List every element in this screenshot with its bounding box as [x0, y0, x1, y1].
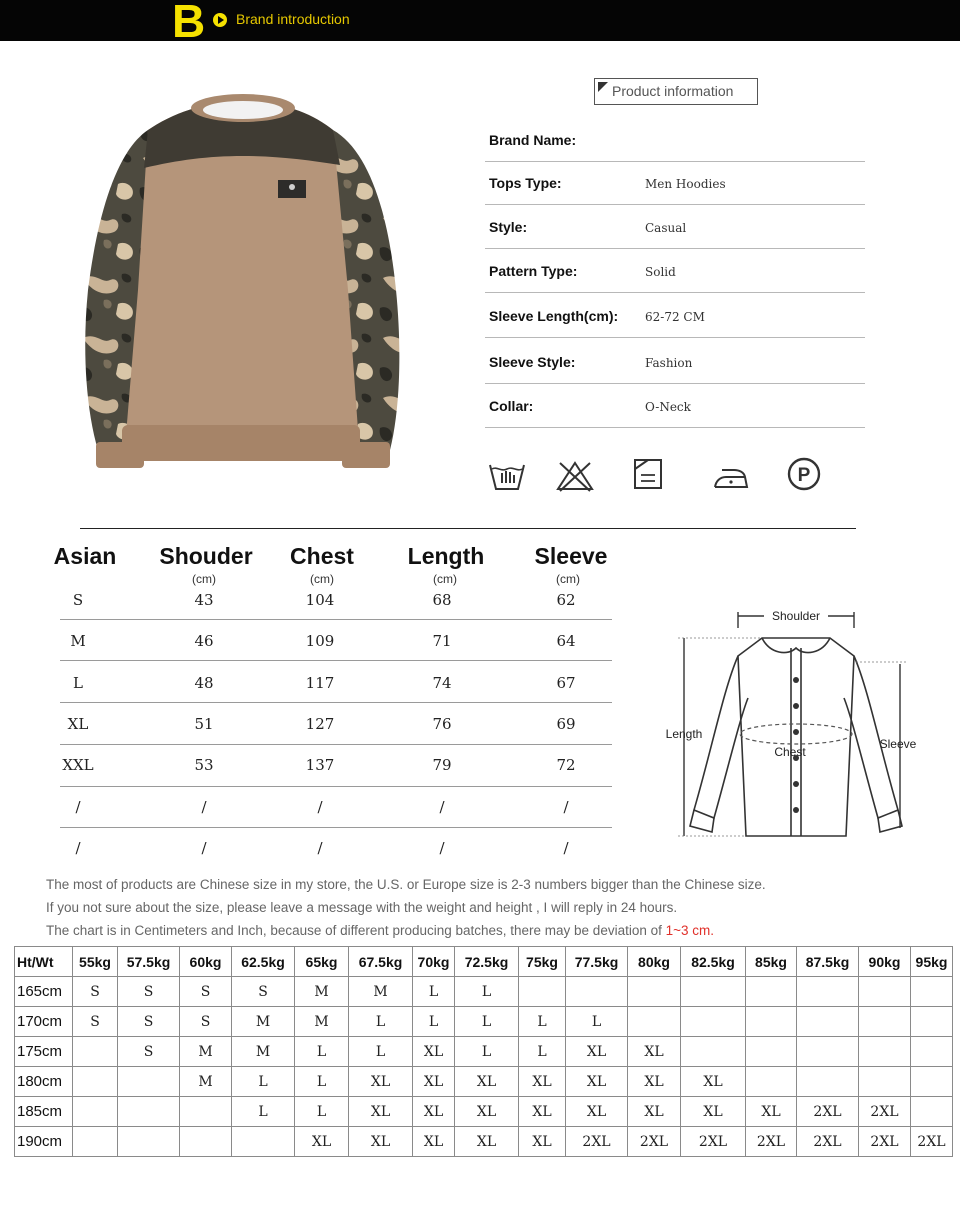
size-recommendation-cell: [746, 977, 797, 1007]
size-recommendation-cell: S: [73, 977, 118, 1007]
size-recommendation-cell: 2XL: [797, 1127, 859, 1157]
size-recommendation-cell: [797, 1037, 859, 1067]
row-divider: [60, 702, 612, 703]
size-recommendation-cell: M: [180, 1067, 232, 1097]
size-recommendation-cell: [180, 1097, 232, 1127]
size-recommendation-cell: M: [349, 977, 413, 1007]
diagram-label-shoulder: Shoulder: [771, 609, 821, 623]
info-value: O-Neck: [645, 400, 691, 414]
care-p-letter: P: [797, 465, 811, 486]
note-line-1: The most of products are Chinese size in my store, the U.S. or Europe size is 2-3 numbers bigger than the Chinese size.: [46, 877, 766, 892]
weight-header: 90kg: [859, 947, 911, 977]
size-cell: /: [75, 798, 81, 816]
weight-header: 65kg: [295, 947, 349, 977]
unit-chest: (cm): [310, 572, 334, 586]
size-recommendation-cell: S: [118, 977, 180, 1007]
weight-header: 72.5kg: [455, 947, 519, 977]
size-recommendation-cell: [911, 1067, 953, 1097]
size-recommendation-cell: L: [295, 1067, 349, 1097]
size-cell: M: [70, 632, 86, 650]
weight-header: 95kg: [911, 947, 953, 977]
measurement-diagram: [660, 598, 920, 848]
unit-shoulder: (cm): [192, 572, 216, 586]
size-recommendation-cell: [180, 1127, 232, 1157]
size-recommendation-cell: L: [413, 977, 455, 1007]
size-recommendation-cell: L: [349, 1007, 413, 1037]
info-label: Sleeve Style:: [489, 354, 576, 370]
size-recommendation-cell: L: [455, 1037, 519, 1067]
section-divider: [80, 528, 856, 529]
product-information-title: [594, 78, 758, 105]
size-recommendation-cell: XL: [519, 1127, 566, 1157]
size-recommendation-cell: [911, 1037, 953, 1067]
size-cell: 104: [305, 591, 335, 609]
size-recommendation-cell: [73, 1037, 118, 1067]
size-recommendation-cell: [859, 977, 911, 1007]
info-label: Pattern Type:: [489, 263, 578, 279]
size-cell: /: [439, 798, 445, 816]
size-recommendation-cell: [519, 977, 566, 1007]
size-recommendation-cell: L: [295, 1097, 349, 1127]
size-recommendation-cell: L: [413, 1007, 455, 1037]
height-label: 190cm: [15, 1127, 73, 1157]
size-recommendation-cell: [118, 1097, 180, 1127]
brand-banner: [0, 0, 960, 47]
size-cell: L: [73, 674, 83, 692]
size-recommendation-cell: 2XL: [911, 1127, 953, 1157]
chart-row: [15, 1007, 953, 1037]
diagram-label-chest: Chest: [774, 745, 806, 759]
size-cell: /: [201, 798, 207, 816]
size-recommendation-cell: [746, 1067, 797, 1097]
size-cell: /: [439, 839, 445, 857]
size-recommendation-cell: [746, 1007, 797, 1037]
size-cell: 127: [305, 715, 335, 733]
unit-length: (cm): [433, 572, 457, 586]
size-recommendation-cell: 2XL: [566, 1127, 628, 1157]
size-recommendation-cell: [118, 1127, 180, 1157]
size-cell: S: [72, 591, 84, 609]
info-row-pattern-type: [485, 249, 865, 293]
weight-header: 87.5kg: [797, 947, 859, 977]
height-label: 180cm: [15, 1067, 73, 1097]
header-shoulder: Shouder: [159, 543, 253, 569]
weight-header: 70kg: [413, 947, 455, 977]
size-cell: 137: [305, 756, 335, 774]
info-row-collar: [485, 384, 865, 428]
height-label: 165cm: [15, 977, 73, 1007]
product-image: [78, 90, 408, 475]
info-row-brand-name: [485, 118, 865, 162]
size-cell: 79: [432, 756, 452, 774]
size-cell: 43: [194, 591, 214, 609]
size-recommendation-cell: [859, 1067, 911, 1097]
height-label: 185cm: [15, 1097, 73, 1127]
size-cell: 64: [556, 632, 576, 650]
size-recommendation-cell: 2XL: [797, 1097, 859, 1127]
size-cell: 48: [194, 674, 214, 692]
note-line-3-text: The chart is in Centimeters and Inch, because of different producing batches, there may be deviation of: [46, 923, 666, 938]
size-recommendation-cell: L: [455, 977, 519, 1007]
product-information-label: Product information: [612, 83, 734, 99]
height-weight-chart: [14, 946, 953, 1157]
info-value: Solid: [645, 265, 676, 279]
size-recommendation-cell: L: [232, 1067, 295, 1097]
size-recommendation-cell: M: [232, 1037, 295, 1067]
corner-icon: [598, 82, 608, 92]
size-recommendation-cell: L: [232, 1097, 295, 1127]
size-recommendation-cell: [681, 1037, 746, 1067]
size-recommendation-cell: M: [180, 1037, 232, 1067]
weight-header: 60kg: [180, 947, 232, 977]
size-recommendation-cell: XL: [349, 1127, 413, 1157]
size-cell: 72: [556, 756, 576, 774]
size-cell: 117: [305, 674, 335, 692]
size-recommendation-cell: L: [566, 1007, 628, 1037]
size-recommendation-cell: L: [519, 1007, 566, 1037]
size-recommendation-cell: [73, 1127, 118, 1157]
tumble-dry-icon: [630, 457, 668, 493]
size-recommendation-cell: XL: [566, 1067, 628, 1097]
row-divider: [60, 660, 612, 661]
size-cell: /: [201, 839, 207, 857]
info-row-sleeve-length: [485, 294, 865, 338]
diagram-label-length: Length: [665, 727, 703, 741]
banner-letter: B: [172, 0, 206, 47]
size-recommendation-cell: S: [180, 977, 232, 1007]
banner-title: Brand introduction: [236, 11, 350, 27]
size-recommendation-cell: S: [232, 977, 295, 1007]
chart-row: [15, 1127, 953, 1157]
height-label: 170cm: [15, 1007, 73, 1037]
info-row-style: [485, 205, 865, 249]
info-row-tops-type: [485, 161, 865, 205]
unit-sleeve: (cm): [556, 572, 580, 586]
size-recommendation-cell: [797, 977, 859, 1007]
height-label: 175cm: [15, 1037, 73, 1067]
header-sleeve: Sleeve: [534, 543, 608, 569]
info-label: Collar:: [489, 398, 534, 414]
row-divider: [60, 744, 612, 745]
size-recommendation-cell: XL: [681, 1067, 746, 1097]
size-recommendation-cell: [232, 1127, 295, 1157]
header-length: Length: [407, 543, 485, 569]
info-value: Men Hoodies: [645, 177, 726, 191]
size-recommendation-cell: 2XL: [859, 1127, 911, 1157]
size-recommendation-cell: XL: [349, 1067, 413, 1097]
size-cell: 71: [432, 632, 452, 650]
size-cell: 46: [194, 632, 214, 650]
size-recommendation-cell: S: [118, 1037, 180, 1067]
info-row-sleeve-style: [485, 340, 865, 384]
size-cell: 76: [432, 715, 452, 733]
chart-row: [15, 1097, 953, 1127]
weight-header: 55kg: [73, 947, 118, 977]
size-cell: 51: [194, 715, 214, 733]
size-recommendation-cell: XL: [628, 1097, 681, 1127]
size-recommendation-cell: [73, 1097, 118, 1127]
size-cell: 68: [432, 591, 452, 609]
note-deviation-highlight: 1~3 cm.: [665, 923, 715, 938]
size-recommendation-cell: XL: [681, 1097, 746, 1127]
size-recommendation-cell: [628, 1007, 681, 1037]
size-cell: 74: [432, 674, 452, 692]
size-recommendation-cell: [797, 1007, 859, 1037]
size-recommendation-cell: XL: [519, 1067, 566, 1097]
info-value: Casual: [645, 221, 687, 235]
note-line-3: [46, 923, 714, 938]
size-recommendation-cell: XL: [413, 1067, 455, 1097]
chart-row: [15, 977, 953, 1007]
info-value: 62-72 CM: [645, 310, 705, 324]
size-cell: /: [563, 839, 569, 857]
size-recommendation-cell: XL: [455, 1097, 519, 1127]
size-cell: /: [75, 839, 81, 857]
size-recommendation-cell: M: [295, 1007, 349, 1037]
chart-row: [15, 1037, 953, 1067]
size-cell: XXL: [62, 756, 94, 774]
info-label: Tops Type:: [489, 175, 562, 191]
chart-header-row: [15, 947, 953, 977]
size-recommendation-cell: [566, 977, 628, 1007]
size-recommendation-cell: 2XL: [681, 1127, 746, 1157]
size-cell: /: [317, 798, 323, 816]
size-cell: /: [563, 798, 569, 816]
weight-header: 62.5kg: [232, 947, 295, 977]
size-recommendation-cell: [681, 1007, 746, 1037]
weight-header: 85kg: [746, 947, 797, 977]
size-recommendation-cell: XL: [295, 1127, 349, 1157]
size-cell: 53: [194, 756, 214, 774]
do-not-bleach-icon: [556, 457, 594, 493]
size-recommendation-cell: S: [73, 1007, 118, 1037]
weight-header: 82.5kg: [681, 947, 746, 977]
size-recommendation-cell: XL: [566, 1037, 628, 1067]
info-label: Sleeve Length(cm):: [489, 308, 619, 324]
size-recommendation-cell: [859, 1007, 911, 1037]
size-recommendation-cell: XL: [455, 1127, 519, 1157]
size-cell: 67: [556, 674, 576, 692]
size-recommendation-cell: XL: [519, 1097, 566, 1127]
size-recommendation-cell: XL: [455, 1067, 519, 1097]
weight-header: 75kg: [519, 947, 566, 977]
play-icon: [213, 13, 227, 27]
size-recommendation-cell: L: [519, 1037, 566, 1067]
dry-clean-p-icon: [786, 457, 824, 493]
size-cell: /: [317, 839, 323, 857]
note-line-2: If you not sure about the size, please leave a message with the weight and height , I will reply in 24 hours.: [46, 900, 678, 915]
size-recommendation-cell: S: [180, 1007, 232, 1037]
size-recommendation-cell: [797, 1067, 859, 1097]
size-recommendation-cell: L: [455, 1007, 519, 1037]
size-recommendation-cell: [911, 1007, 953, 1037]
size-recommendation-cell: [628, 977, 681, 1007]
size-recommendation-cell: M: [232, 1007, 295, 1037]
info-label: Style:: [489, 219, 528, 235]
size-recommendation-cell: 2XL: [859, 1097, 911, 1127]
hand-wash-icon: [488, 457, 526, 493]
chart-corner-label: Ht/Wt: [15, 947, 73, 977]
chart-row: [15, 1067, 953, 1097]
weight-header: 80kg: [628, 947, 681, 977]
size-recommendation-cell: XL: [349, 1097, 413, 1127]
info-value: Fashion: [645, 356, 693, 370]
row-divider: [60, 619, 612, 620]
size-recommendation-cell: XL: [628, 1067, 681, 1097]
size-recommendation-cell: XL: [413, 1037, 455, 1067]
header-chest: Chest: [290, 543, 354, 569]
size-cell: 109: [305, 632, 335, 650]
diagram-label-sleeve: Sleeve: [879, 737, 917, 751]
iron-icon: [712, 457, 750, 493]
size-recommendation-cell: XL: [746, 1097, 797, 1127]
size-recommendation-cell: L: [295, 1037, 349, 1067]
size-recommendation-cell: 2XL: [746, 1127, 797, 1157]
size-cell: 69: [556, 715, 576, 733]
size-recommendation-cell: XL: [413, 1127, 455, 1157]
size-recommendation-cell: [746, 1037, 797, 1067]
size-recommendation-cell: XL: [628, 1037, 681, 1067]
size-cell: 62: [556, 591, 576, 609]
size-recommendation-cell: [73, 1067, 118, 1097]
size-recommendation-cell: L: [349, 1037, 413, 1067]
weight-header: 67.5kg: [349, 947, 413, 977]
size-recommendation-cell: M: [295, 977, 349, 1007]
info-label: Brand Name:: [489, 132, 577, 148]
row-divider: [60, 827, 612, 828]
header-asian: Asian: [53, 543, 117, 569]
weight-header: 77.5kg: [566, 947, 628, 977]
size-recommendation-cell: [859, 1037, 911, 1067]
size-recommendation-cell: [681, 977, 746, 1007]
size-recommendation-cell: [911, 977, 953, 1007]
size-recommendation-cell: [118, 1067, 180, 1097]
size-recommendation-cell: [911, 1097, 953, 1127]
weight-header: 57.5kg: [118, 947, 180, 977]
size-recommendation-cell: S: [118, 1007, 180, 1037]
size-recommendation-cell: 2XL: [628, 1127, 681, 1157]
size-cell: XL: [67, 715, 89, 733]
size-recommendation-cell: XL: [566, 1097, 628, 1127]
size-recommendation-cell: XL: [413, 1097, 455, 1127]
row-divider: [60, 786, 612, 787]
